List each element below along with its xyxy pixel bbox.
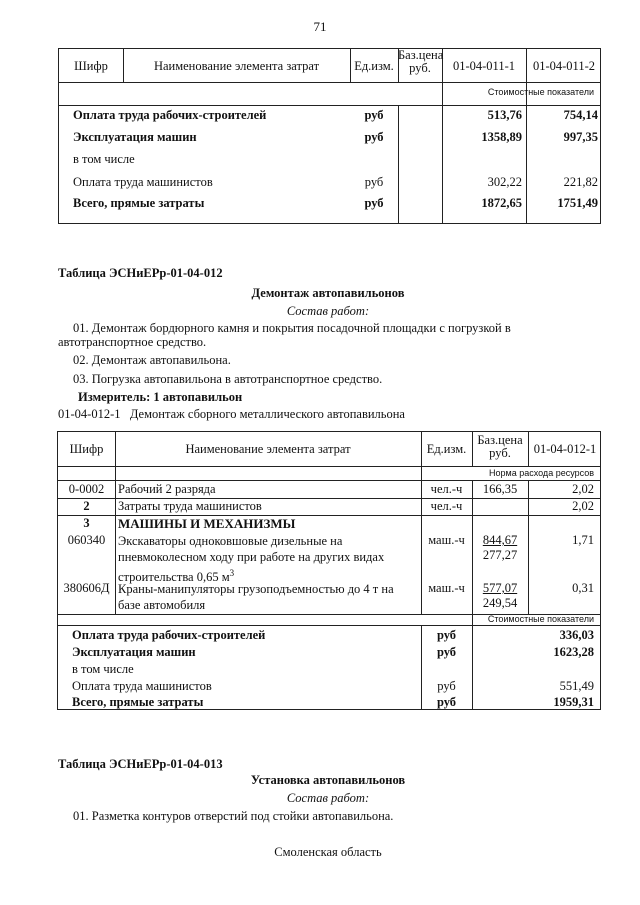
row-total-v2: 1751,49: [557, 196, 598, 210]
row-total-v1: 1872,65: [481, 196, 522, 210]
cost-total-name: Всего, прямые затраты: [72, 695, 204, 709]
header-col-012-1: 01-04-012-1: [533, 442, 597, 456]
step-02-012: 02. Демонтаж автопавильона.: [73, 353, 231, 367]
cost-labor-name: Оплата труда рабочих-строителей: [72, 628, 266, 642]
cost-table-011: [58, 48, 601, 224]
res-row1-code: 0-0002: [68, 482, 105, 496]
res-row3-code: 3: [83, 516, 90, 530]
res-row2-unit: чел.-ч: [430, 499, 463, 513]
header-col-011-2: 01-04-011-2: [532, 59, 596, 73]
row-operators-name: Оплата труда машинистов: [73, 175, 213, 189]
section-label-cost: Стоимостные показатели: [487, 87, 594, 97]
cost-operators-name: Оплата труда машинистов: [72, 679, 212, 693]
res-row4-name: Экскаваторы одноковшовые дизельные на пневмоколесном ходу при работе на других видах строительства 0,65 $м^3$: [118, 534, 385, 585]
row-machines-v1: 1358,89: [481, 130, 522, 144]
res-row3-name: МАШИНЫ И МЕХАНИЗМЫ: [118, 516, 296, 531]
res-row2-name: Затраты труда машинистов: [118, 499, 262, 513]
res-row2-code: 2: [83, 499, 90, 513]
cost-operators-unit: руб: [437, 679, 456, 693]
cost-machines-name: Эксплуатация машин: [72, 645, 196, 659]
res-row1-value: 2,02: [572, 482, 594, 496]
item-code: 01-04-012-1: [58, 407, 121, 421]
section-heading-013: Установка автопавильонов: [250, 773, 406, 787]
step-01-012: 01. Демонтаж бордюрного камня и покрытия посадочной площадки с погрузкой в: [73, 321, 511, 335]
footer-region: Смоленская область: [274, 845, 382, 859]
row-labor-unit: руб: [364, 108, 384, 122]
header-name-2: Наименование элемента затрат: [185, 442, 351, 456]
resource-table-012: [57, 431, 601, 710]
res-row4-value: 1,71: [572, 533, 594, 547]
composition-label-012: Состав работ:: [286, 304, 370, 318]
meter-012: Измеритель: 1 автопавильон: [78, 390, 243, 404]
res-row1-name: Рабочий 2 разряда: [118, 482, 216, 496]
res-row1-price: 166,35: [482, 482, 518, 496]
res-row5-code: 380606Д: [63, 581, 110, 595]
page-number: 71: [313, 19, 327, 34]
cost-machines-value: 1623,28: [553, 645, 594, 659]
res-row5-name: Краны-манипуляторы грузоподъемностью до 4 т на базе автомобиля: [118, 582, 394, 612]
header-code: Шифр: [74, 59, 108, 73]
res-row2-value: 2,02: [572, 499, 594, 513]
row-total-unit: руб: [364, 196, 384, 210]
step-01-cont-012: автотранспортное средство.: [58, 335, 207, 349]
row-operators-v1: 302,22: [487, 175, 522, 189]
header-base-price-2: Баз.цена руб.: [477, 433, 523, 460]
row-labor-v2: 754,14: [563, 108, 598, 122]
row-labor-name: Оплата труда рабочих-строителей: [73, 108, 267, 122]
res-row4-prices: 844,67 277,27: [482, 533, 518, 562]
row-machines-unit: руб: [364, 130, 384, 144]
table-title-013: Таблица ЭСНиЕРр-01-04-013: [58, 757, 223, 771]
step-03-012: 03. Погрузка автопавильона в автотранспортное средство.: [73, 372, 383, 386]
header-col-011-1: 01-04-011-1: [452, 59, 516, 73]
cost-labor-unit: руб: [436, 628, 457, 642]
header-unit: Ед.изм.: [354, 59, 394, 73]
norm-label: Норма расхода ресурсов: [489, 468, 594, 478]
row-operators-unit: руб: [364, 175, 384, 189]
table-title-012: Таблица ЭСНиЕРр-01-04-012: [58, 266, 223, 280]
cost-labor-value: 336,03: [559, 628, 594, 642]
item-line-012: [58, 407, 405, 422]
cost-total-value: 1959,31: [553, 695, 594, 709]
res-row5-prices: 577,07 249,54: [482, 581, 518, 610]
res-row5-value: 0,31: [572, 581, 594, 595]
res-row4-code: 060340: [67, 533, 106, 547]
res-row5-unit: маш.-ч: [428, 581, 465, 595]
composition-label-013: Состав работ:: [286, 791, 370, 805]
header-name: Наименование элемента затрат: [153, 59, 320, 73]
section-heading-012: Демонтаж автопавильонов: [251, 286, 405, 300]
cost-machines-unit: руб: [436, 645, 457, 659]
header-unit-2: Ед.изм.: [426, 442, 467, 456]
res-row4-unit: маш.-ч: [428, 533, 465, 547]
row-including-name: в том числе: [73, 152, 135, 166]
header-base-price: Баз.цена руб.: [398, 48, 444, 75]
cost-operators-value: 551,49: [559, 679, 594, 693]
row-total-name: Всего, прямые затраты: [73, 196, 205, 210]
row-operators-v2: 221,82: [563, 175, 598, 189]
cost-label-2: Стоимостные показатели: [487, 614, 594, 624]
item-name: Демонтаж сборного металлического автопавильона: [129, 407, 405, 421]
row-machines-name: Эксплуатация машин: [73, 130, 197, 144]
cost-including-name: в том числе: [72, 662, 134, 676]
header-code-2: Шифр: [69, 442, 104, 456]
cost-total-unit: руб: [436, 695, 457, 709]
step-01-013: 01. Разметка контуров отверстий под стойки автопавильона.: [73, 809, 394, 823]
res-row1-unit: чел.-ч: [430, 482, 463, 496]
row-labor-v1: 513,76: [487, 108, 522, 122]
row-machines-v2: 997,35: [563, 130, 598, 144]
